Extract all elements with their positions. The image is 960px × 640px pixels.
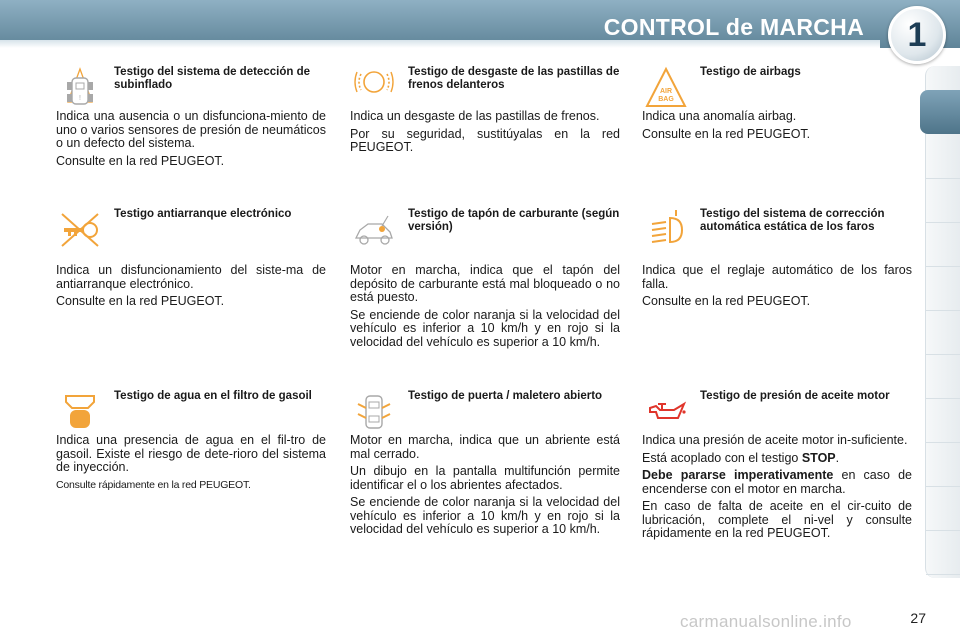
airbag-icon <box>644 66 688 110</box>
tire-pressure-icon <box>58 66 102 110</box>
block-subinflado <box>56 66 326 168</box>
block-text: Por su seguridad, sustitúyalas en la red PEUGEOT. <box>350 126 620 154</box>
chapter-tab[interactable] <box>926 354 960 399</box>
text-run: Está acoplado con el testigo <box>642 450 802 465</box>
page-header <box>0 0 960 48</box>
block-text: Indica una anomalía airbag. <box>642 109 797 123</box>
block-text: Motor en marcha, indica que el tapón del depósito de carburante está mal bloqueado o no está puesto. <box>350 263 620 304</box>
chapter-tab[interactable] <box>926 530 960 575</box>
block-heading: Testigo del sistema de corrección automática estática de los faros <box>700 208 885 233</box>
water-in-fuel-icon <box>58 390 102 434</box>
block-text: Indica un disfuncionamiento del siste-ma de antiarranque electrónico. <box>56 263 326 291</box>
block-text <box>642 452 912 466</box>
stop-label: STOP <box>801 450 836 465</box>
block-airbags <box>642 66 912 141</box>
immobiliser-key-icon <box>58 208 102 252</box>
brake-pad-icon <box>352 66 396 110</box>
block-heading: Testigo de puerta / maletero abierto <box>408 390 603 402</box>
svg-text:BAG: BAG <box>658 96 674 103</box>
header-swoosh <box>0 40 880 48</box>
block-text: Se enciende de color naranja si la velocidad del vehículo es inferior a 10 km/h y en rojo si la velocidad del vehículo es superior a 10 km/h. <box>350 307 620 349</box>
block-pastillas <box>350 66 620 155</box>
block-text: Un dibujo en la pantalla multifunción permite identificar el o los abrientes afectados. <box>350 464 620 492</box>
headlamp-icon <box>644 208 688 252</box>
chapter-tabs <box>925 66 960 578</box>
chapter-tab-active[interactable] <box>920 90 960 134</box>
page-number: 27 <box>910 610 926 626</box>
block-text <box>642 469 912 496</box>
svg-text:!: ! <box>79 95 81 102</box>
page-title: CONTROL de MARCHA <box>603 14 864 40</box>
block-heading: Testigo antiarranque electrónico <box>114 208 292 220</box>
svg-text:AIR: AIR <box>659 88 673 95</box>
text-run: . <box>835 450 840 465</box>
watermark: carmanualsonline.info <box>680 612 852 631</box>
fuel-cap-icon <box>352 208 396 252</box>
block-text: Indica que el reglaje automático de los faros falla. <box>642 263 912 291</box>
chapter-badge: 1 <box>888 6 946 64</box>
chapter-tab[interactable] <box>926 178 960 223</box>
block-text: Consulte en la red PEUGEOT. <box>56 294 225 308</box>
block-heading: Testigo de agua en el filtro de gasoil <box>114 390 312 402</box>
block-heading: Testigo del sistema de detección de subinflado <box>114 66 310 91</box>
block-text: Consulte rápidamente en la red PEUGEOT. <box>56 478 251 491</box>
block-text: Indica una presión de aceite motor in-suficiente. <box>642 433 908 447</box>
block-text: Indica una presencia de agua en el fil-tro de gasoil. Existe el riesgo de dete-rioro del sistema de inyección. <box>56 433 326 474</box>
block-text: Motor en marcha, indica que un abriente está mal cerrado. <box>350 433 620 461</box>
block-text: Consulte en la red PEUGEOT. <box>56 153 225 168</box>
chapter-tab[interactable] <box>926 486 960 531</box>
block-aceite <box>642 390 912 541</box>
text-run: en caso de encenderse con el motor en marcha. <box>642 468 913 496</box>
block-carburante <box>350 208 620 349</box>
chapter-tab[interactable] <box>926 398 960 443</box>
block-text: Indica una ausencia o un disfunciona-miento de uno o varios sensores de presión de neumáticos o un defecto del sistema. <box>56 109 326 150</box>
block-text: Se enciende de color naranja si la velocidad del vehículo es inferior a 10 km/h y en rojo si la velocidad del vehículo es superior a 10 km/h. <box>350 495 620 536</box>
block-heading: Testigo de presión de aceite motor <box>700 390 890 402</box>
chapter-tab[interactable] <box>926 134 960 179</box>
block-puerta <box>350 390 620 537</box>
block-faros <box>642 208 912 309</box>
door-open-icon <box>352 390 396 434</box>
chapter-tab[interactable] <box>926 310 960 355</box>
chapter-tab[interactable] <box>926 222 960 267</box>
block-antiarranque <box>56 208 326 309</box>
emphasis-text: Debe pararse imperativamente <box>642 468 834 482</box>
chapter-tab[interactable] <box>926 442 960 487</box>
block-text: En caso de falta de aceite en el cir-cuito de lubricación, complete el ni-vel y consulte rápidamente en la red PEUGEOT. <box>642 499 912 540</box>
block-text: Consulte en la red PEUGEOT. <box>642 126 811 141</box>
block-heading: Testigo de tapón de carburante (según versión) <box>408 208 620 233</box>
block-heading: Testigo de airbags <box>700 66 801 78</box>
block-heading: Testigo de desgaste de las pastillas de frenos delanteros <box>408 66 620 91</box>
block-text: Consulte en la red PEUGEOT. <box>642 294 811 308</box>
oil-can-icon <box>644 390 688 434</box>
block-gasoil <box>56 390 326 492</box>
chapter-tab[interactable] <box>926 266 960 311</box>
block-text: Indica un desgaste de las pastillas de frenos. <box>350 109 600 123</box>
